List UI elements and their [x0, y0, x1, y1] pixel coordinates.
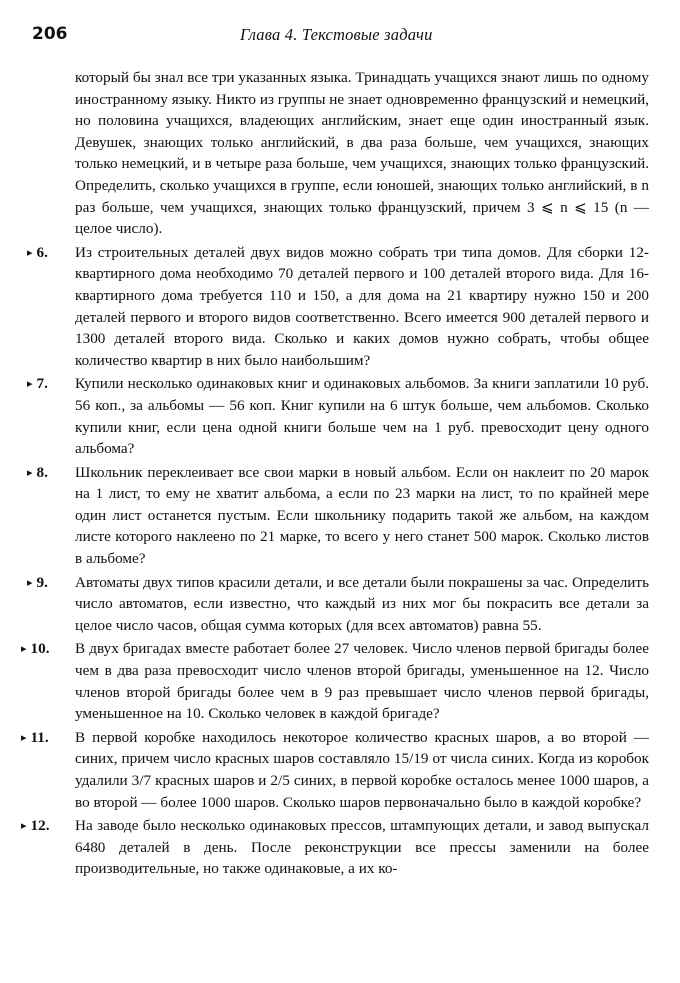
problem-number: 7. [36, 375, 48, 393]
problem-text: Автоматы двух типов красили детали, и все детали были покрашены за час. Определить число автоматов, если известно, что каждый из них мог бы покрасить все детали за целое число часов, общая сумма которых (для всех автоматов) равна 55. [75, 573, 649, 634]
problem-text: Купили несколько одинаковых книг и одинаковых альбомов. За книги заплатили 10 руб. 56 коп., за альбомы — 56 коп. Книг купили на 6 штук больше, чем альбомов. Сколько купили книг, если цена одной книги больше чем на 1 руб. превосходит цену одного альбома? [75, 375, 649, 458]
triangle-marker-icon: ▸ [27, 246, 33, 259]
problem-7 [27, 373, 649, 459]
problem-number: 9. [36, 573, 48, 591]
page-header [0, 24, 680, 50]
problem-text: Из строительных деталей двух видов можно собрать три типа домов. Для сборки 12-квартирного дома необходимо 70 деталей первого и 100 деталей второго вида. Для 16-квартирного дома требуется 110 и 150, а для дома на 21 квартиру нужно 150 и 200 деталей первого и второго видов соответственно. Всего имеется 900 деталей первого и 1300 деталей второго вида. Сколько и каких домов нужно собрать, чтобы общее количество квартир в них было наибольшим? [75, 243, 649, 369]
problem-marker [27, 373, 73, 396]
problem-text: В двух бригадах вместе работает более 27 человек. Число членов первой бригады более чем в два раза превосходит число членов второй бригады, уменьшенное на 12. Число членов второй бригады более чем в 9 раз превышает число членов первой бригады, уменьшенное на 10. Сколько человек в каждой бригаде? [75, 640, 649, 723]
problem-marker [27, 462, 73, 485]
problem-number: 8. [36, 463, 48, 481]
problem-text: Школьник переклеивает все свои марки в новый альбом. Если он наклеит по 20 марок на 1 лист, то ему не хватит альбома, а если по 23 марки на лист, то по крайней мере один лист останется пустым. Если школьнику подарить такой же альбом, на каждом листе которого наклеено по 21 марке, то всего у него станет 500 марок. Сколько листов в альбоме? [75, 463, 649, 568]
problem-5-continuation: который бы знал все три указанных языка. Тринадцать учащихся знают лишь по одному иностранному языку. Никто из группы не знает одновременно французский и немецкий, но половина учащихся, владеющих английским, знает еще один иностранный язык. Девушек, знающих только английский, в два раза больше, чем учащихся, знающих только немецкий, и в четыре раза больше, чем учащихся, знающих только французский. Определить, сколько учащихся в группе, если юношей, знающих только английский, в n раз больше, чем учащихся, знающих только французский, причем 3 ⩽ n ⩽ 15 (n — целое число). [75, 69, 649, 238]
page-number: 206 [32, 24, 68, 44]
triangle-marker-icon: ▸ [21, 643, 27, 656]
problem-number: 11. [30, 728, 49, 746]
problem-12 [21, 815, 649, 880]
problem-marker [27, 242, 73, 265]
triangle-marker-icon: ▸ [27, 466, 33, 479]
problem-8 [27, 462, 649, 570]
problem-marker [27, 572, 73, 595]
problem-marker [21, 638, 73, 661]
problem-number: 10. [30, 640, 50, 658]
page-body [0, 67, 680, 880]
problem-text: В первой коробке находилось некоторое количество красных шаров, а во второй — синих, причем число красных шаров составляло 15/19 от числа синих. Когда из коробок удалили 3/7 красных шаров и 2/5 синих, в первой коробке осталось менее 1000 шаров, а во второй — более 1000 шаров. Сколько шаров первоначально было в каждой коробке? [75, 728, 649, 811]
triangle-marker-icon: ▸ [27, 576, 33, 589]
problem-number: 6. [36, 243, 48, 261]
triangle-marker-icon: ▸ [21, 820, 27, 833]
problem-10 [21, 638, 649, 724]
triangle-marker-icon: ▸ [21, 731, 27, 744]
problem-text: На заводе было несколько одинаковых прессов, штампующих детали, и завод выпускал 6480 деталей в день. После реконструкции все прессы заменили на более производительные, но также одинаковые, а их ко- [75, 817, 649, 878]
problem-6 [27, 242, 649, 372]
problem-11 [21, 727, 649, 813]
problem-marker [21, 727, 73, 750]
problem-number: 12. [30, 817, 50, 835]
problem-9 [27, 572, 649, 637]
triangle-marker-icon: ▸ [27, 378, 33, 391]
problem-marker [21, 815, 73, 838]
running-head: Глава 4. Текстовые задачи [240, 25, 433, 44]
